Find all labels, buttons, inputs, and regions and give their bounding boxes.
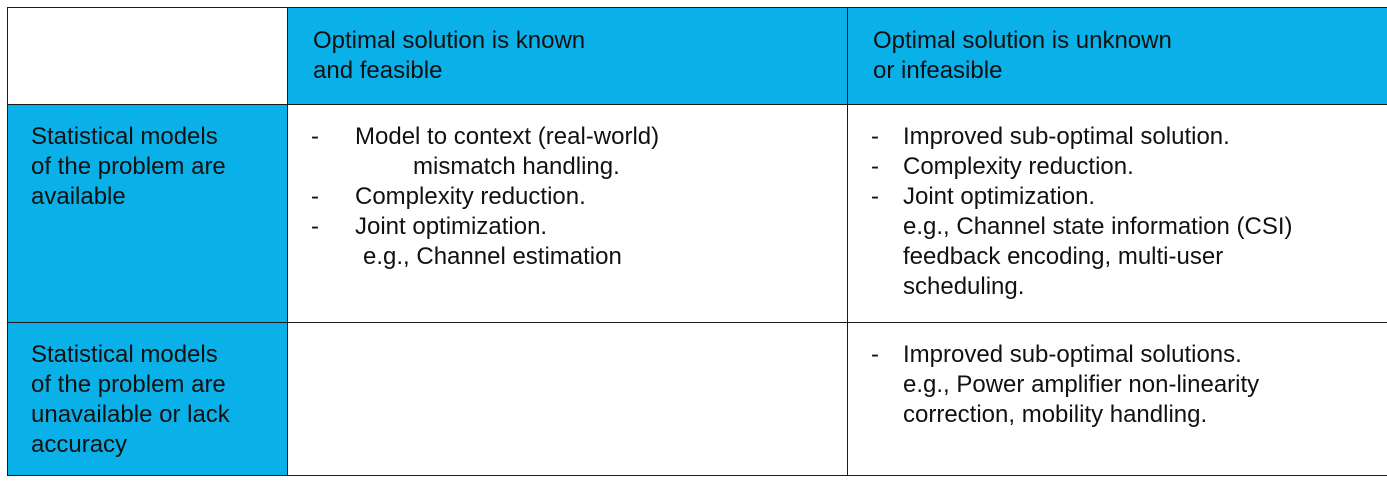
example-text: feedback encoding, multi-user bbox=[903, 242, 1224, 270]
bullet-text: mismatch handling. bbox=[413, 152, 620, 180]
example-line bbox=[871, 400, 1387, 430]
cell-unavailable-unknown bbox=[848, 323, 1387, 476]
comparison-table-wrapper bbox=[7, 7, 1379, 476]
bullet-dash: - bbox=[871, 122, 879, 150]
bullet-text: Joint optimization. bbox=[355, 212, 548, 240]
bullet-text: Improved sub-optimal solutions. bbox=[903, 341, 1242, 368]
bullet-text: Complexity reduction. bbox=[355, 182, 586, 210]
row-label-line: of the problem are bbox=[31, 371, 226, 398]
row-models-unavailable bbox=[8, 323, 1387, 476]
example-line bbox=[871, 212, 1387, 242]
bullet-item bbox=[871, 152, 1387, 182]
header-unknown-infeasible bbox=[848, 8, 1387, 105]
bullet-item bbox=[311, 212, 847, 242]
example-line bbox=[311, 242, 847, 272]
bullet-item bbox=[871, 182, 1387, 212]
row-label-models-unavailable bbox=[8, 323, 288, 476]
row-label-models-available bbox=[8, 104, 288, 322]
comparison-table bbox=[7, 7, 1387, 476]
header-text-line: Optimal solution is known bbox=[313, 27, 586, 54]
bullet-dash: - bbox=[871, 152, 879, 180]
bullet-dash: - bbox=[871, 182, 879, 210]
example-text: scheduling. bbox=[903, 272, 1025, 300]
example-line bbox=[871, 242, 1387, 272]
bullet-text: Improved sub-optimal solution. bbox=[903, 122, 1230, 150]
bullet-text: Model to context (real-world) bbox=[355, 122, 660, 150]
row-models-available bbox=[8, 104, 1387, 322]
example-line bbox=[871, 370, 1387, 400]
bullet-dash: - bbox=[311, 182, 319, 210]
example-text: e.g., Channel estimation bbox=[363, 242, 622, 270]
row-label-line: available bbox=[31, 182, 126, 210]
header-row bbox=[8, 8, 1387, 105]
bullet-item bbox=[311, 182, 847, 212]
header-known-feasible bbox=[288, 8, 848, 105]
row-label-line: unavailable or lack bbox=[31, 401, 230, 428]
bullet-item bbox=[871, 122, 1387, 152]
bullet-continuation bbox=[311, 152, 847, 182]
bullet-text: Complexity reduction. bbox=[903, 152, 1134, 180]
bullet-dash: - bbox=[311, 212, 319, 240]
example-text: e.g., Power amplifier non-linearity bbox=[903, 371, 1260, 398]
header-text-line: or infeasible bbox=[873, 57, 1003, 84]
example-text: e.g., Channel state information (CSI) bbox=[903, 212, 1293, 240]
bullet-item bbox=[311, 122, 847, 152]
cell-unavailable-known bbox=[288, 323, 848, 476]
header-text-line: Optimal solution is unknown bbox=[873, 27, 1172, 54]
row-label-line: Statistical models bbox=[31, 122, 218, 150]
example-text: correction, mobility handling. bbox=[903, 401, 1208, 428]
header-text-line: and feasible bbox=[313, 57, 443, 84]
bullet-dash: - bbox=[871, 341, 879, 368]
row-label-line: of the problem are bbox=[31, 152, 226, 180]
bullet-item bbox=[871, 340, 1387, 370]
cell-available-known bbox=[288, 104, 848, 322]
row-label-line: Statistical models bbox=[31, 341, 218, 368]
row-label-line: accuracy bbox=[31, 431, 128, 458]
bullet-dash: - bbox=[311, 122, 319, 150]
example-line bbox=[871, 272, 1387, 302]
corner-cell bbox=[8, 8, 288, 105]
cell-available-unknown bbox=[848, 104, 1387, 322]
bullet-text: Joint optimization. bbox=[903, 182, 1096, 210]
